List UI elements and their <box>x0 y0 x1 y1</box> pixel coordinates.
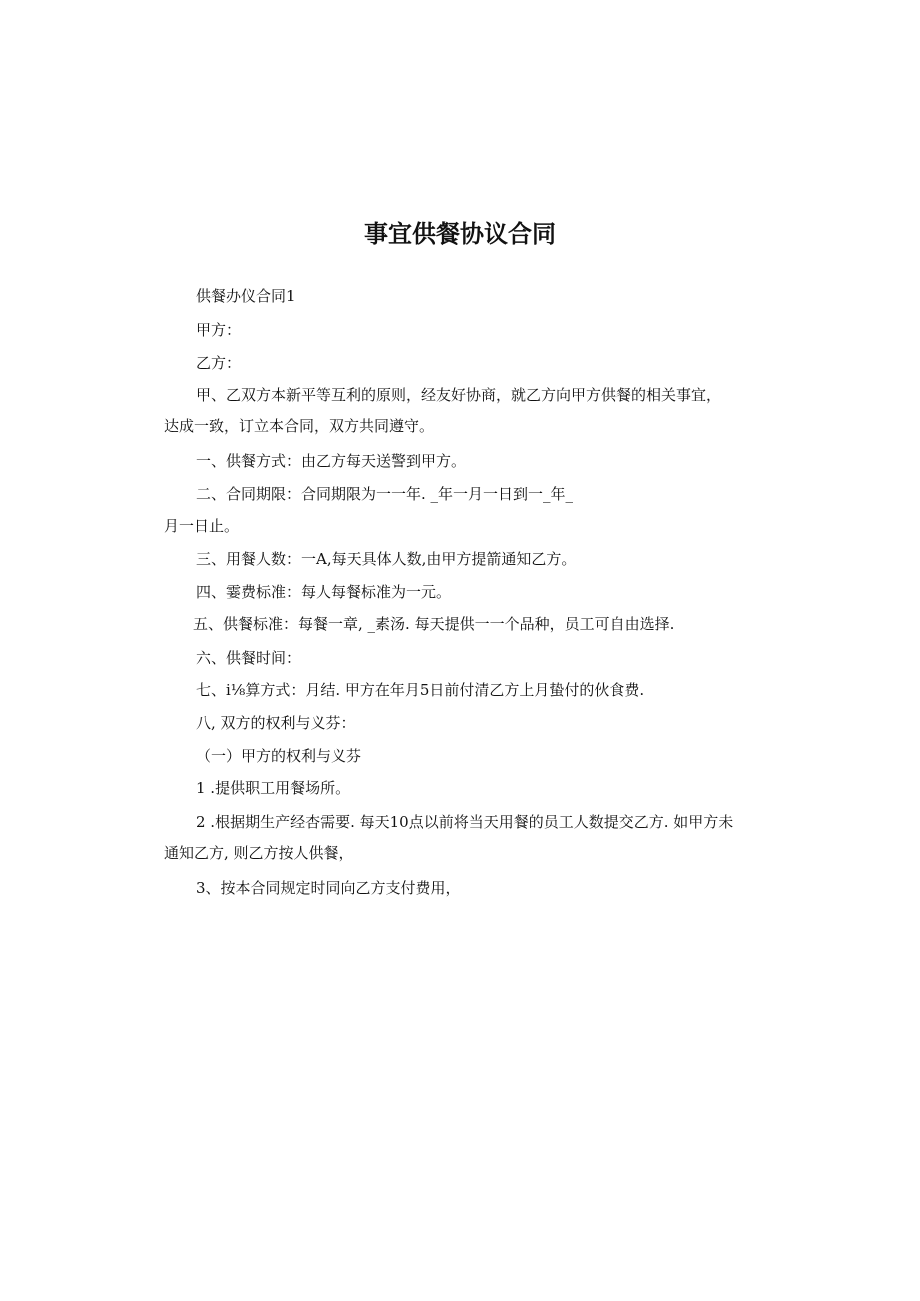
document-title: 事宜供餐协议合同 <box>364 220 556 248</box>
clause-8-rights-obligations: 八, 双方的权利与义芬： <box>196 714 356 732</box>
party-a-item-1: 1 .提供职工用餐场所。 <box>196 779 351 797</box>
clause-4-fee-standard: 四、霎费标准：每人每餐标准为一元。 <box>196 583 452 601</box>
party-a-rights-heading: （一）甲方的权利与义芬 <box>196 747 362 765</box>
clause-5-meal-standard: 五、供餐标准：每餐一章, _素汤. 每天提供一一个品种，员工可自由选择. <box>193 615 675 633</box>
clause-6-meal-time: 六、供餐时间： <box>196 649 302 667</box>
clause-7-settlement: 七、i⅛算方式：月结. 甲方在年月5日前付清乙方上月蛰付的伙食费. <box>196 681 645 699</box>
party-a-item-2-cont: 通知乙方, 则乙方按人供餐， <box>164 844 354 862</box>
clause-2-contract-term: 二、合同期限：合同期限为一一年. _年一月一日到一_年_ <box>196 485 574 503</box>
preamble-line-2: 达成一致，订立本合同，双方共同遵守。 <box>164 417 435 435</box>
party-a-line: 甲方： <box>196 321 242 339</box>
clause-3-number-of-diners: 三、用餐人数：一A,每天具体人数,由甲方提箭通知乙方。 <box>196 550 577 568</box>
clause-2-contract-term-cont: 月一日止。 <box>164 517 240 535</box>
party-a-item-3: 3、按本合同规定时同向乙方支付费用， <box>196 879 461 897</box>
clause-1-catering-method: 一、供餐方式：由乙方每天送警到甲方。 <box>196 452 467 470</box>
preamble-line-1: 甲、乙双方本新平等互利的原则，经友好协商，就乙方向甲方供餐的相关事宜， <box>196 386 722 404</box>
party-a-item-2: 2 .根据期生产经杏需要. 每天10点以前将当天用餐的员工人数提交乙方. 如甲方未 <box>196 813 734 831</box>
contract-heading: 供餐办仪合同1 <box>196 287 296 305</box>
party-b-line: 乙方： <box>196 354 242 372</box>
